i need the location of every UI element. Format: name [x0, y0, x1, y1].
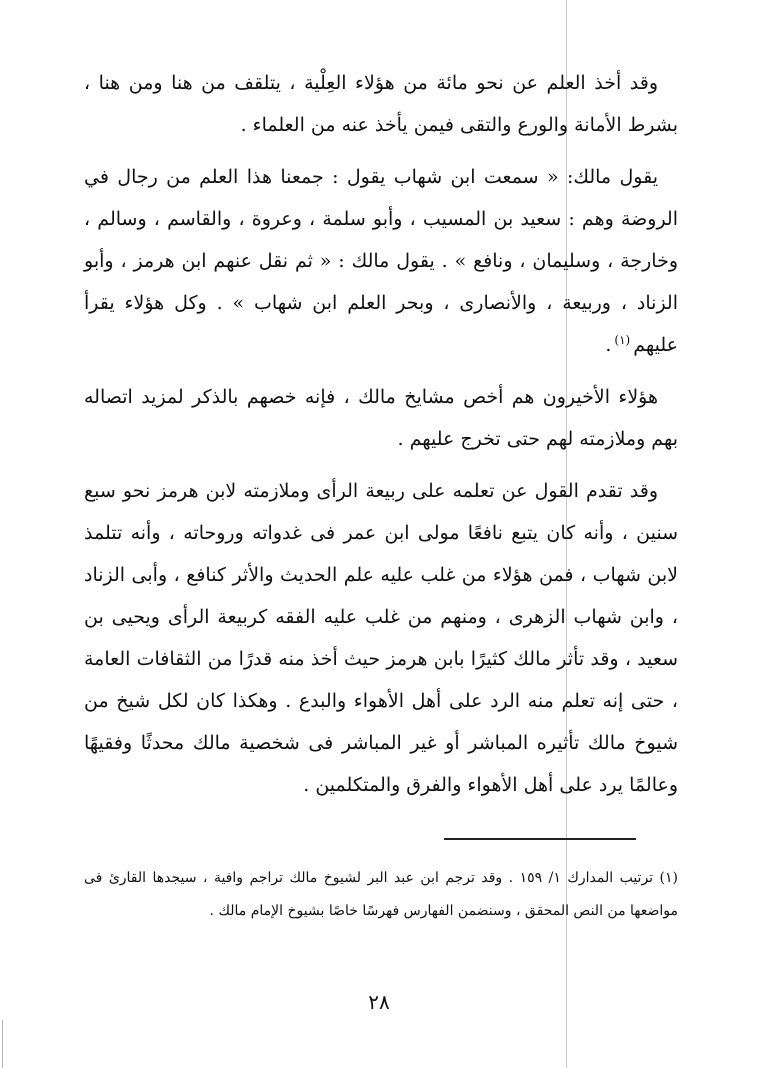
footnote-separator — [444, 838, 636, 840]
footnote-reference[interactable]: (١) — [614, 332, 631, 347]
paragraph-2 — [84, 156, 678, 366]
main-text — [84, 62, 678, 816]
paragraph-3: هؤلاء الأخيرون هم أخص مشايخ مالك ، فإنه خصهم بالذكر لمزيد اتصاله بهم وملازمته لهم حتى تخرج عليهم . — [84, 386, 678, 450]
page-number: ٢٨ — [368, 990, 390, 1014]
footnote-1: (١) ترتيب المدارك ١/ ١٥٩ . وقد ترجم ابن عبد البر لشيوخ مالك تراجم وافية ، سيجدها القارئ فى مواضعها من النص المحقق ، وسنضمن الفهارس فهرسًا خاصًا بشيوخ الإمام مالك . — [84, 870, 678, 919]
scan-edge-line — [2, 1020, 3, 1068]
paragraph-1: وقد أخذ العلم عن نحو مائة من هؤلاء العِلْية ، يتلقف من هنا ومن هنا ، بشرط الأمانة والورع والتقى فيمن يأخذ عنه من العلماء . — [84, 72, 678, 136]
footnotes — [84, 862, 678, 928]
paragraph-2-end: . — [605, 334, 612, 356]
paragraph-2-text: يقول مالك: « سمعت ابن شهاب يقول : جمعنا هذا العلم من رجال في الروضة وهم : سعيد بن المسيب ، وأبو سلمة ، وعروة ، والقاسم ، وسالم ، وخارجة ، وسليمان ، ونافع » . يقول مالك : « ثم نقل عنهم ابن هرمز ، وأبو الزناد ، وربيعة ، والأنصارى ، وبحر العلم ابن شهاب » . وكل هؤلاء يقرأ عليهم — [84, 166, 678, 356]
paragraph-4: وقد تقدم القول عن تعلمه على ربيعة الرأى وملازمته لابن هرمز نحو سبع سنين ، وأنه كان يتبع نافعًا مولى ابن عمر فى غدواته وروحاته ، وأنه تتلمذ لابن شهاب ، فمن هؤلاء من غلب عليه علم الحديث والأثر كنافع ، وأبى الزناد ، وابن شهاب الزهرى ، ومنهم من غلب عليه الفقه كربيعة الرأى ويحيى بن سعيد ، وقد تأثر مالك كثيرًا بابن هرمز حيث أخذ منه قدرًا من الثقافات العامة ، حتى إنه تعلم منه الرد على أهل الأهواء والبدع . وهكذا كان لكل شيخ من شيوخ مالك تأثيره المباشر أو غير المباشر فى شخصية مالك محدثًا وفقيهًا وعالمًا يرد على أهل الأهواء والفرق والمتكلمين . — [84, 480, 678, 796]
